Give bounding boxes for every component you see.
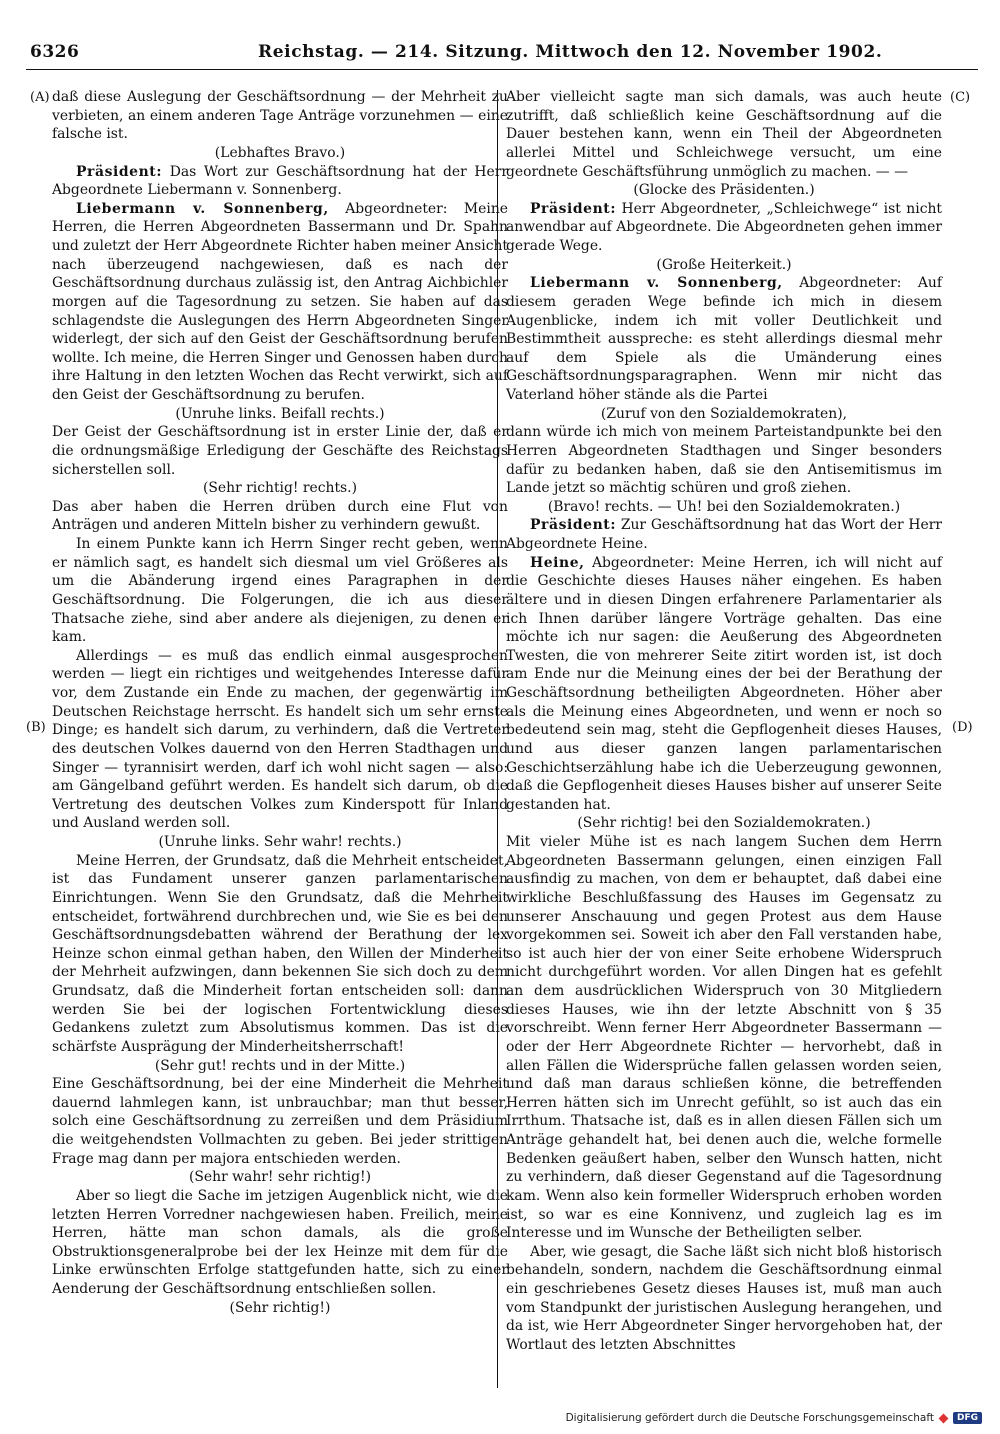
margin-marker-a: (A): [30, 90, 50, 105]
paragraph-text: Der Geist der Geschäftsordnung ist in erster Linie der, daß er die ordnungsmäßige Erledigung der Geschäfte des Reichstags sicherstellen soll.: [52, 424, 508, 478]
right-column: [506, 88, 942, 1355]
stage-direction: [506, 814, 942, 833]
paragraph-text: Aber, wie gesagt, die Sache läßt sich nicht bloß historisch behandeln, sondern, nachdem die Geschäftsordnung einmal ein geschriebenes Gesetz dieses Hauses ist, muß man auch vom Standpunkt der juristischen Auslegung herangehen, und da ist, wie Herr Abgeordneter Singer hervorgehoben hat, der Wortlaut des letzten Abschnittes: [506, 1243, 942, 1353]
paragraph: [52, 1187, 508, 1299]
running-title: Reichstag. — 214. Sitzung. Mittwoch den 12. November 1902.: [258, 42, 883, 62]
paragraph: [506, 554, 942, 815]
stage-direction: [52, 833, 508, 852]
margin-marker-d: (D): [952, 720, 973, 735]
paragraph: [506, 423, 942, 498]
paragraph: [52, 1075, 508, 1168]
paragraph: [52, 200, 508, 405]
paragraph-text: (Glocke des Präsidenten.): [633, 182, 815, 199]
paragraph-text: Meine Herren, der Grundsatz, daß die Mehrheit entscheidet, ist das Fundament unserer ganzen parlamentarischen Einrichtungen. Wenn Sie den Grundsatz, daß die Mehrheit entscheidet, fortwährend durchbrechen und, wie Sie es bei den Geschäftsordnungsdebatten während der Berathung der lex Heinze schon einmal gethan haben, den Willen der Minderheit der Mehrheit aufzwingen, dann bekennen Sie sich doch zu dem Grundsatz, daß die Minderheit fortan entscheiden soll: dann werden Sie bei der logischen Fortentwicklung dieses Gedankens zuletzt zum Absolutismus kommen. Das ist die schärfste Ausprägung der Minderheitsherrschaft!: [52, 852, 508, 1055]
digitization-credit: [566, 1412, 982, 1424]
column-divider: [497, 90, 498, 1388]
credit-text: Digitalisierung gefördert durch die Deutsche Forschungsgemeinschaft: [565, 1412, 934, 1424]
paragraph: [52, 647, 508, 833]
paragraph-text: Herr Abgeordneter, „Schleichwege“ ist nicht anwendbar auf Abgeordnete. Die Abgeordneten gehen immer gerade Wege.: [506, 200, 942, 254]
paragraph-text: Eine Geschäftsordnung, bei der eine Minderheit die Mehrheit dauernd lahmlegen kann, ist unbrauchbar; man thut besser, solch eine Geschäftsordnung zu zerreißen und dem Präsidium die weitgehendsten Vollmachten zu geben. Bei jeder strittigen Frage mag dann per majora entschieden werden.: [52, 1076, 508, 1167]
stage-direction: [506, 405, 942, 424]
paragraph-text: Zur Geschäftsordnung hat das Wort der Herr Abgeordnete Heine.: [506, 517, 942, 552]
paragraph-text: (Sehr richtig! rechts.): [202, 480, 357, 497]
paragraph: [52, 88, 508, 144]
paragraph-text: Abgeordneter: Meine Herren, die Herren Abgeordneten Bassermann und Dr. Spahn und zuletzt der Herr Abgeordnete Richter haben meiner Ansicht nach überzeugend nachgewiesen, daß es nach der Geschäftsordnung durchaus zulässig ist, den Antrag Aichbichler morgen auf die Tagesordnung zu setzen. Sie haben auf das schlagendste die Auslegungen des Herrn Abgeordneten Singer widerlegt, der sich auf den Geist der Geschäftsordnung berufen wollte. Ich meine, die Herren Singer und Genossen haben durch ihre Haltung in den letzten Wochen das Recht verwirkt, sich auf den Geist der Geschäftsordnung zu berufen.: [52, 200, 508, 403]
speaker-name: Präsident:: [530, 517, 617, 534]
paragraph-text: Aber vielleicht sagte man sich damals, was auch heute zutrifft, daß schließlich keine Geschäftsordnung auf die Dauer bestehen kann, wenn ein Theil der Abgeordneten allerlei Mittel und Schleichwege versucht, um eine geordnete Geschäftsführung unmöglich zu machen. — —: [506, 89, 942, 180]
stage-direction: [52, 1168, 508, 1187]
paragraph-text: (Unruhe links. Beifall rechts.): [175, 405, 385, 422]
stage-direction: [506, 256, 942, 275]
page-header: [26, 38, 978, 68]
stage-direction: [506, 498, 942, 517]
paragraph-text: (Große Heiterkeit.): [656, 256, 792, 273]
paragraph: [506, 200, 942, 256]
paragraph-text: Aber so liegt die Sache im jetzigen Augenblick nicht, wie die letzten Herren Vorredner nachgewiesen haben. Freilich, meine Herren, hätte man schon damals, als die große Obstruktionsgeneralprobe bei der lex Heinze mit dem für die Linke erwünschten Erfolge stattgefunden hatte, sich zu einer Aenderung der Geschäftsordnung entschließen sollen.: [52, 1187, 508, 1297]
paragraph-text: Abgeordneter: Meine Herren, ich will nicht auf die Geschichte dieses Hauses näher eingehen. Es haben ältere und in diesen Dingen erfahrenere Parlamentarier als ich Ihnen darüber längere Vorträge gehalten. Das eine möchte ich nur sagen: die Aeußerung des Abgeordneten Twesten, die von mehrerer Seite zitirt worden ist, ist doch am Ende nur die Meinung eines der bei der Berathung der Geschäftsordnung betheiligten Abgeordneten. Höher aber als die Meinung eines Abgeordneten, und wenn er noch so bedeutend sein mag, steht die Gepflogenheit dieses Hauses, und aus dieser ganzen langen parlamentarischen Geschichtserzählung habe ich die Ueberzeugung gewonnen, daß die Gepflogenheit dieses Hauses bisher auf unserer Seite gestanden hat.: [506, 554, 942, 813]
dfg-diamond-icon: [939, 1413, 949, 1423]
paragraph: [506, 88, 942, 181]
margin-marker-b: (B): [26, 720, 46, 735]
paragraph-text: (Sehr richtig!): [229, 1299, 331, 1316]
paragraph-text: (Zuruf von den Sozialdemokraten),: [600, 405, 848, 422]
paragraph-text: (Lebhaftes Bravo.): [214, 144, 346, 161]
paragraph-text: Das aber haben die Herren drüben durch eine Flut von Anträgen und anderen Mitteln bisher zu verhindern gewußt.: [52, 498, 508, 534]
stage-direction: [506, 181, 942, 200]
paragraph: [52, 423, 508, 479]
left-column: [52, 88, 508, 1317]
paragraph: [52, 163, 508, 200]
stage-direction: [52, 1299, 508, 1318]
stage-direction: [52, 405, 508, 424]
page-number: 6326: [30, 42, 80, 62]
paragraph-text: (Bravo! rechts. — Uh! bei den Sozialdemokraten.): [547, 498, 901, 515]
speaker-name: Liebermann v. Sonnenberg,: [76, 200, 329, 217]
stage-direction: [52, 1057, 508, 1076]
paragraph-text: daß diese Auslegung der Geschäftsordnung — der Mehrheit zu verbieten, an einem anderen Tage Anträge vorzunehmen — eine falsche ist.: [52, 89, 508, 143]
paragraph: [52, 498, 508, 535]
stage-direction: [52, 479, 508, 498]
paragraph-text: (Sehr richtig! bei den Sozialdemokraten.): [577, 815, 871, 832]
paragraph-text: Das Wort zur Geschäftsordnung hat der Herr Abgeordnete Liebermann v. Sonnenberg.: [52, 163, 508, 199]
paragraph-text: Abgeordneter: Auf diesem geraden Wege befinde ich mich in diesem Augenblicke, indem ich mit voller Deutlichkeit und Bestimmtheit ausspreche: es steht allerdings diesmal mehr auf dem Spiele als die Umänderung eines Geschäftsordnungsparagraphen. Wenn mir nicht das Vaterland höher stände als die Partei: [506, 275, 942, 403]
paragraph-text: (Sehr wahr! sehr richtig!): [189, 1169, 371, 1186]
header-rule: [26, 69, 978, 70]
paragraph-text: Allerdings — es muß das endlich einmal ausgesprochen werden — liegt ein richtiges und weitgehendes Interesse dafür vor, dem Zustande ein Ende zu machen, der gegenwärtig im Deutschen Reichstage herrscht. Es handelt sich um sehr ernste Dinge; es handelt sich darum, zu verhindern, daß die Vertreter des deutschen Volkes dauernd von den Herren Stadthagen und Singer — tyrannisirt werden, darf ich wohl nicht sagen — also: am Gängelband geführt werden. Es handelt sich darum, ob die Vertretung des deutschen Volkes zum Kinderspott für Inland und Ausland werden soll.: [52, 647, 508, 832]
paragraph-text: In einem Punkte kann ich Herrn Singer recht geben, wenn er nämlich sagt, es handelt sich diesmal um viel Größeres als um die Abänderung irgend eines Paragraphen in der Geschäftsordnung. Die Folgerungen, die ich aus dieser Thatsache ziehe, sind aber andere als diejenigen, zu denen er kam.: [52, 536, 508, 646]
stage-direction: [52, 144, 508, 163]
paragraph-text: (Sehr gut! rechts und in der Mitte.): [154, 1057, 406, 1074]
paragraph: [506, 833, 942, 1243]
paragraph: [506, 274, 942, 404]
paragraph: [52, 852, 508, 1057]
paragraph: [506, 1243, 942, 1355]
paragraph: [52, 535, 508, 647]
speaker-name: Liebermann v. Sonnenberg,: [530, 275, 783, 292]
paragraph: [506, 516, 942, 553]
speaker-name: Präsident:: [76, 163, 163, 180]
speaker-name: Präsident:: [530, 200, 617, 217]
margin-marker-c: (C): [950, 90, 971, 105]
paragraph-text: (Unruhe links. Sehr wahr! rechts.): [158, 834, 402, 850]
paragraph-text: Mit vieler Mühe ist es nach langem Suchen dem Herrn Abgeordneten Bassermann gelungen, einen einzigen Fall ausfindig zu machen, von dem er behauptet, daß dabei eine wirkliche Beschlußfassung des Hauses im Gegensatz zu unserer Anschauung und gegen Protest aus dem Hause vorgekommen sei. Soweit ich aber den Fall verstanden habe, so ist auch hier der von einer Seite erhobene Widerspruch nicht durchgeführt worden. Vor allen Dingen hat es gefehlt an dem ausdrücklichen Widerspruch von 30 Mitgliedern dieses Hauses, wie ihn der letzte Abschnitt von § 35 vorschreibt. Wenn ferner Herr Abgeordneter Bassermann — oder der Herr Abgeordnete Richter — hervorhebt, daß in allen Fällen die Widersprüche fallen gelassen worden seien, und daß man daraus schließen könne, die betreffenden Herren hätten sich im Unrecht gefühlt, so ist auch das ein Irrthum. Thatsache ist, daß es in allen diesen Fällen sich um Anträge gehandelt hat, bei denen auch die, welche formelle Bedenken geäußert haben, selber den Wunsch hatten, nicht zu verhindern, daß dieser Gegenstand auf die Tagesordnung kam. Wenn also kein formeller Widerspruch erhoben worden ist, so war es eine Konnivenz, und zugleich lag es im Interesse und im Wunsche der Betheiligten selber.: [506, 834, 942, 1242]
speaker-name: Heine,: [530, 554, 585, 571]
dfg-logo: DFG: [953, 1412, 982, 1424]
paragraph-text: dann würde ich mich von meinem Parteistandpunkte bei den Herren Abgeordneten Stadthagen und Singer besonders dafür zu bedanken haben, daß sie den Antisemitismus im Lande jetzt so mächtig schüren und groß ziehen.: [506, 424, 942, 497]
